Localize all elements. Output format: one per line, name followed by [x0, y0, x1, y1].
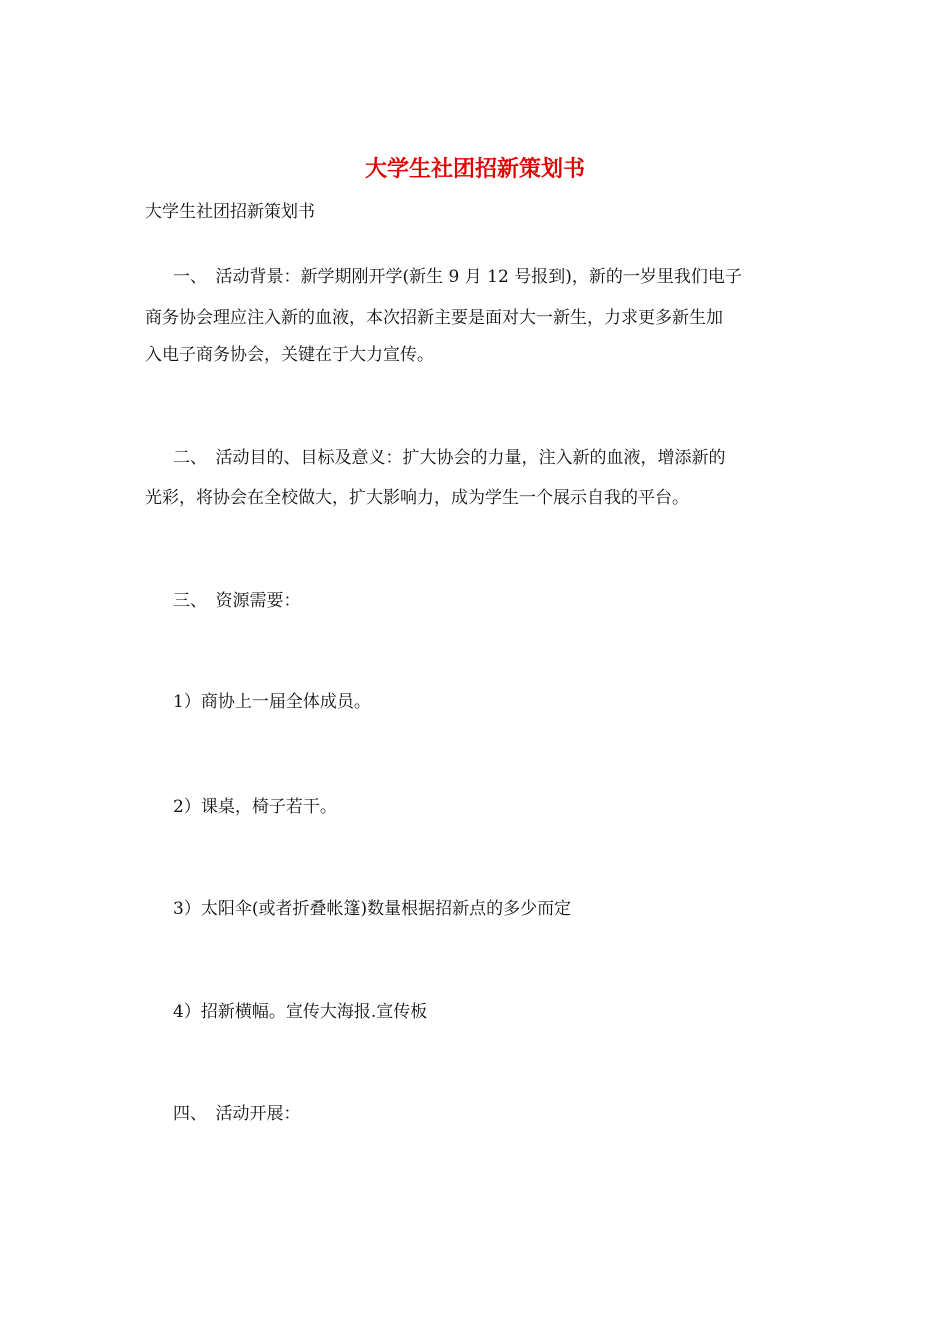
resource-item-2: 2）课桌，椅子若干。: [173, 797, 337, 817]
resource-item-4: 4）招新横幅。宣传大海报.宣传板: [173, 1002, 428, 1022]
section4-heading: 四、 活动开展：: [173, 1104, 301, 1124]
section3-heading: 三、 资源需要：: [173, 591, 301, 611]
section1-line3: 入电子商务协会，关键在于大力宣传。: [145, 345, 434, 365]
document-title: 大学生社团招新策划书: [364, 156, 585, 182]
section2-line2: 光彩，将协会在全校做大，扩大影响力，成为学生一个展示自我的平台。: [145, 488, 689, 508]
section2-line1: 二、 活动目的、目标及意义：扩大协会的力量，注入新的血液，增添新的: [173, 448, 726, 468]
section1-line1: 一、 活动背景：新学期刚开学(新生 9 月 12 号报到)，新的一岁里我们电子: [173, 267, 742, 287]
document-subtitle: 大学生社团招新策划书: [145, 202, 315, 222]
section1-line2: 商务协会理应注入新的血液，本次招新主要是面对大一新生，力求更多新生加: [145, 308, 723, 328]
resource-item-1: 1）商协上一届全体成员。: [173, 692, 371, 712]
resource-item-3: 3）太阳伞(或者折叠帐篷)数量根据招新点的多少而定: [173, 899, 572, 919]
